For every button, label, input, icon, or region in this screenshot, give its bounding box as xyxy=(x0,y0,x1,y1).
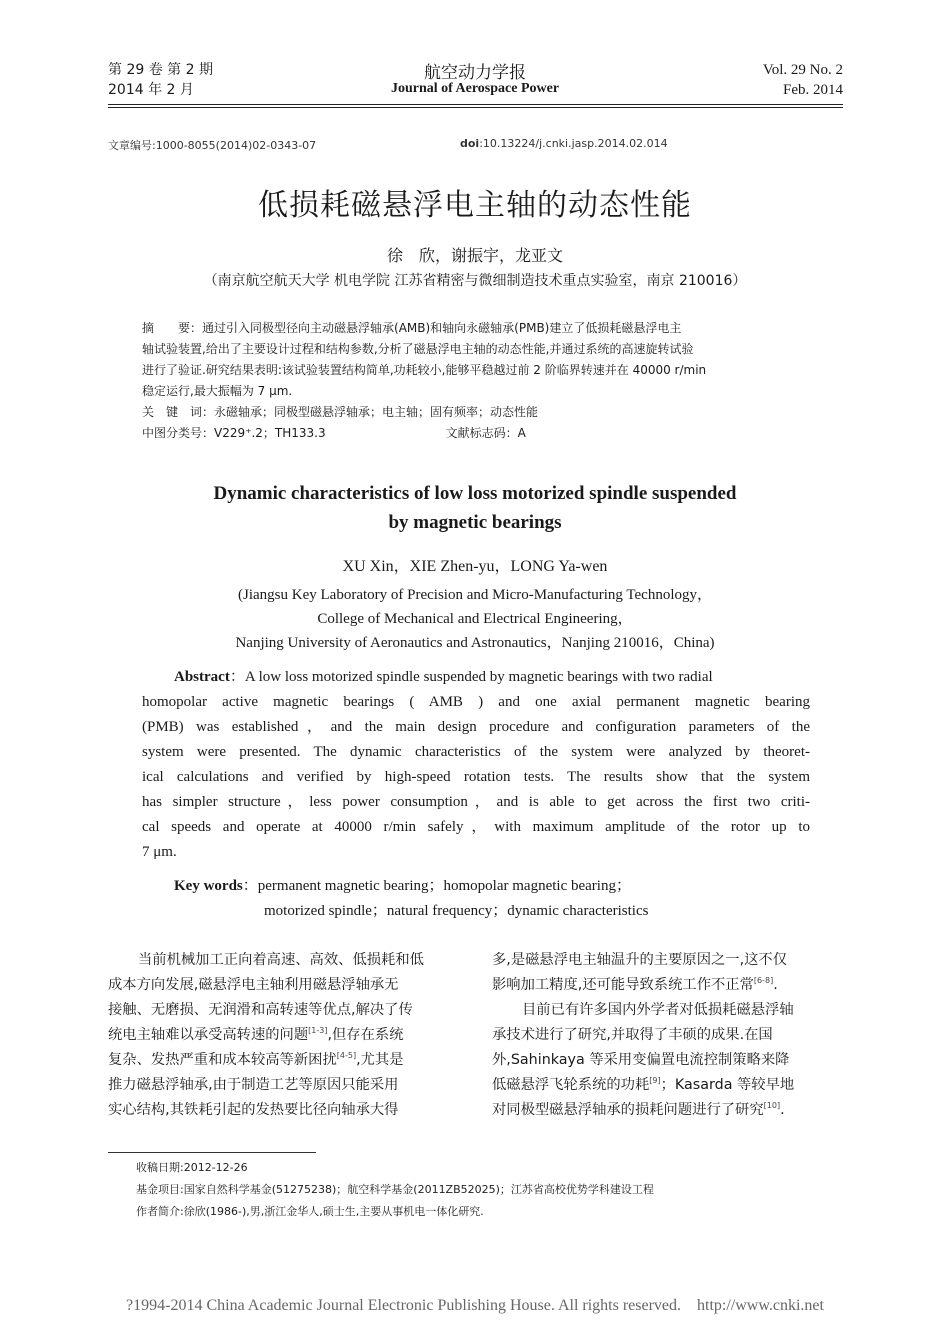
doi-label: doi xyxy=(460,137,480,150)
body-line: 实心结构,其铁耗引起的发热要比径向轴承大得 xyxy=(108,1102,399,1118)
author-bio: 作者简介:徐欣(1986-),男,浙江金华人,硕士生,主要从事机电一体化研究. xyxy=(136,1205,484,1218)
keywords-cn: 永磁轴承；同极型磁悬浮轴承；电主轴；固有频率；动态性能 xyxy=(214,405,539,419)
affiliation-en-line: (Jiangsu Key Laboratory of Precision and Micro-Manufacturing Technology， xyxy=(238,587,712,603)
citation: [10] xyxy=(763,1101,781,1111)
footnotes xyxy=(136,1157,836,1223)
body-line: 当前机械加工正向着高速、高效、低损耗和低 xyxy=(138,952,424,968)
article-number: 文章编号:1000-8055(2014)02-0343-07 xyxy=(108,139,317,152)
citation: [4-5] xyxy=(336,1051,357,1061)
affiliation-en xyxy=(0,583,950,655)
keywords-en-label: Key words xyxy=(174,878,243,894)
body-text: 影响加工精度,还可能导致系统工作不正常 xyxy=(492,977,754,993)
abstract-en-line: system were presented. The dynamic characteristics of the system were analyzed by theoret- xyxy=(142,744,810,760)
doc-code-value: A xyxy=(517,426,526,440)
citation: [1-3] xyxy=(308,1026,328,1036)
body-text: 复杂、发热严重和成本较高等新困扰 xyxy=(108,1052,337,1068)
doi xyxy=(460,137,668,150)
publish-date: 2014 年 2 月 xyxy=(108,82,194,98)
abstract-en xyxy=(142,665,810,865)
fund-info: 基金项目:国家自然科学基金(51275238)；航空科学基金(2011ZB52025)；江苏省高校优势学科建设工程 xyxy=(136,1183,654,1196)
header-rule-thin xyxy=(108,107,843,108)
body-line: 多,是磁悬浮电主轴温升的主要原因之一,这不仅 xyxy=(492,952,788,968)
paper-title-en-line2: by magnetic bearings xyxy=(388,512,562,533)
volume-issue: 第 29 卷 第 2 期 xyxy=(108,62,213,78)
publish-date-en: Feb. 2014 xyxy=(783,82,843,98)
body-line: 目前已有许多国内外学者对低损耗磁悬浮轴 xyxy=(522,1002,794,1018)
journal-name-cn: 航空动力学报 xyxy=(424,63,526,83)
paper-title-en-line1: Dynamic characteristics of low loss motorized spindle suspended xyxy=(213,483,737,504)
citation: [6-8] xyxy=(753,976,774,986)
abstract-en-line: cal speeds and operate at 40000 r/min safely，with maximum amplitude of the rotor up to xyxy=(142,819,810,835)
keywords-en-line: motorized spindle；natural frequency；dynamic characteristics xyxy=(264,903,649,919)
abstract-cn-label: 摘 要： xyxy=(142,321,203,335)
keywords-cn-label: 关 键 词： xyxy=(142,405,215,419)
body-line: 外,Sahinkaya 等采用变偏置电流控制策略来降 xyxy=(492,1052,790,1068)
volume-issue-en: Vol. 29 No. 2 xyxy=(762,62,843,78)
doi-value: :10.13224/j.cnki.jasp.2014.02.014 xyxy=(479,137,668,150)
paper-title-cn: 低损耗磁悬浮电主轴的动态性能 xyxy=(258,188,692,223)
affiliation-en-line: College of Mechanical and Electrical Engineering， xyxy=(317,611,633,627)
authors-en: XU Xin，XIE Zhen-yu，LONG Ya-wen xyxy=(342,558,608,575)
abstract-cn-line: 稳定运行,最大振幅为 7 μm. xyxy=(142,384,293,398)
abstract-en-line: has simpler structure，less power consumption，and is able to get across the first two criti- xyxy=(142,794,810,810)
clc-value: V229⁺.2；TH133.3 xyxy=(214,426,326,440)
body-text: ,尤其是 xyxy=(356,1052,404,1068)
citation: [9] xyxy=(649,1076,661,1086)
body-text: ,但存在系统 xyxy=(327,1027,404,1043)
body-text: ；Kasarda 等较早地 xyxy=(660,1077,795,1093)
abstract-en-line: ：A low loss motorized spindle suspended by magnetic bearings with two radial xyxy=(229,669,713,685)
body-text: . xyxy=(780,1102,785,1118)
abstract-en-line: homopolar active magnetic bearings ( AMB ) and one axial permanent magnetic bearing xyxy=(142,694,810,710)
keywords-en-line: ：permanent magnetic bearing；homopolar magnetic bearing； xyxy=(242,878,631,894)
abstract-en-line: ical calculations and verified by high-speed rotation tests. The results show that the system xyxy=(142,769,810,785)
doc-code-label: 文献标志码： xyxy=(445,426,518,440)
body-line: 成本方向发展,磁悬浮电主轴利用磁悬浮轴承无 xyxy=(108,977,399,993)
body-left-column xyxy=(108,948,460,1123)
abstract-en-label: Abstract xyxy=(174,669,230,685)
body-text: 统电主轴难以承受高转速的问题 xyxy=(108,1027,309,1043)
body-line: 推力磁悬浮轴承,由于制造工艺等原因只能采用 xyxy=(108,1077,399,1093)
keywords-en xyxy=(174,874,814,924)
authors-cn: 徐 欣，谢振宇，龙亚文 xyxy=(386,246,563,265)
abstract-cn xyxy=(142,318,822,444)
body-text: 低磁悬浮飞轮系统的功耗 xyxy=(492,1077,650,1093)
abstract-cn-line: 进行了验证.研究结果表明:该试验装置结构简单,功耗较小,能够平稳越过前 2 阶临界转速并在 40000 r/min xyxy=(142,363,707,377)
clc-label: 中图分类号： xyxy=(142,426,215,440)
affiliation-cn: （南京航空航天大学 机电学院 江苏省精密与微细制造技术重点实验室，南京 210016） xyxy=(203,273,747,289)
cnki-watermark: ?1994-2014 China Academic Journal Electronic Publishing House. All rights reserved. http://www.cnki.net xyxy=(126,1297,824,1314)
abstract-cn-line: 轴试验装置,给出了主要设计过程和结构参数,分析了磁悬浮电主轴的动态性能,并通过系统的高速旋转试验 xyxy=(142,342,694,356)
abstract-cn-line: 通过引入同极型径向主动磁悬浮轴承(AMB)和轴向永磁轴承(PMB)建立了低损耗磁悬浮电主 xyxy=(202,321,682,335)
body-line: 接触、无磨损、无润滑和高转速等优点,解决了传 xyxy=(108,1002,413,1018)
body-right-column xyxy=(492,948,844,1123)
abstract-en-line: 7 μm. xyxy=(142,844,177,860)
abstract-en-line: (PMB) was established，and the main design procedure and configuration parameters of the xyxy=(142,719,810,735)
header-rule xyxy=(108,104,843,105)
body-text: 对同极型磁悬浮轴承的损耗问题进行了研究 xyxy=(492,1102,764,1118)
journal-name-en: Journal of Aerospace Power xyxy=(390,81,560,96)
body-line: 承技术进行了研究,并取得了丰硕的成果.在国 xyxy=(492,1027,773,1043)
footnote-rule xyxy=(108,1152,316,1153)
affiliation-en-line: Nanjing University of Aeronautics and Astronautics，Nanjing 210016，China) xyxy=(235,635,715,651)
body-text: . xyxy=(773,977,778,993)
received-date: 收稿日期:2012-12-26 xyxy=(136,1161,248,1174)
